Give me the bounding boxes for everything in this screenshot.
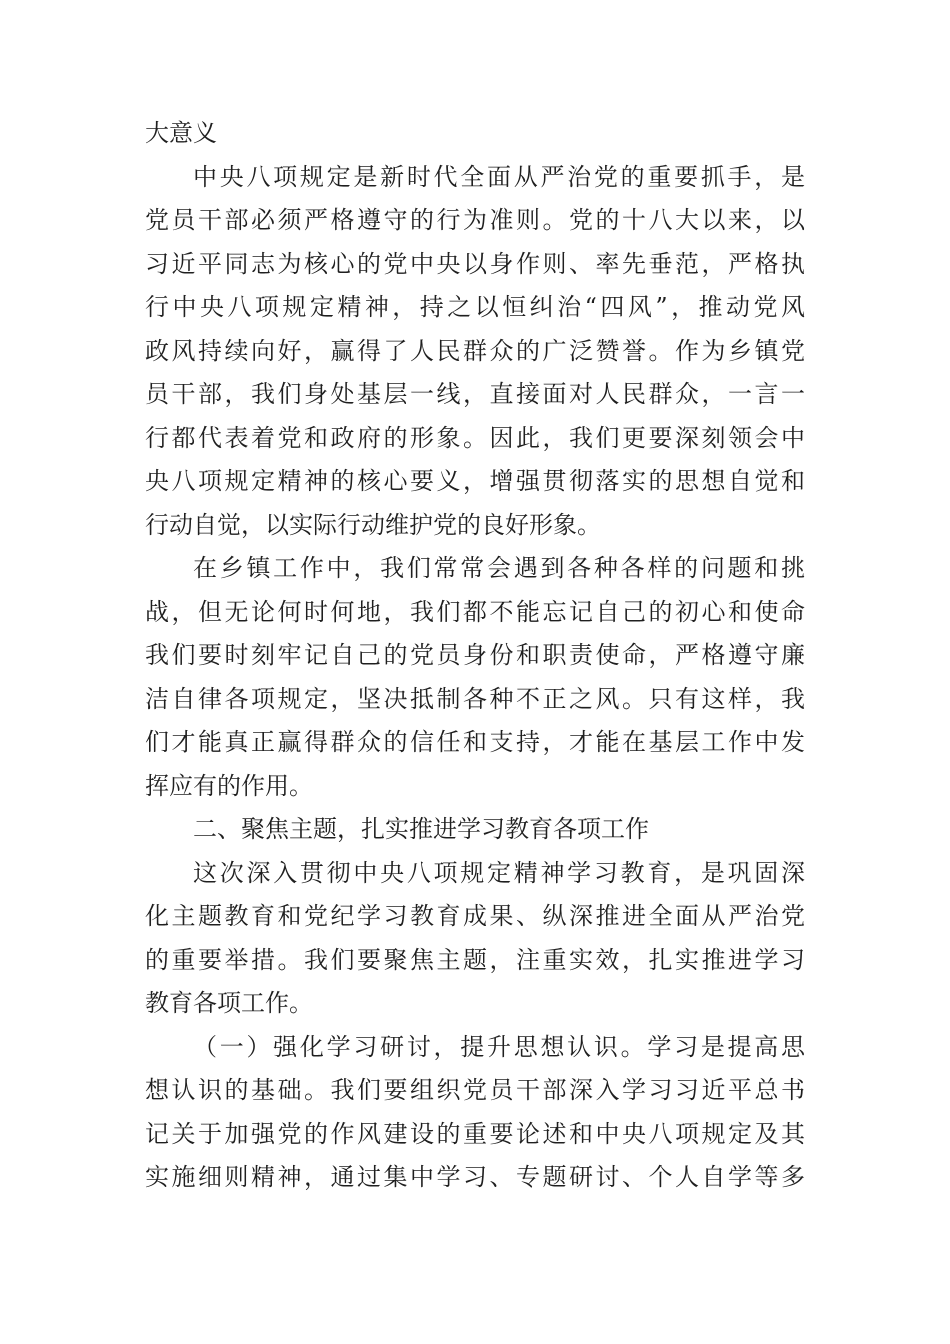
text-line: 战，但无论何时何地，我们都不能忘记自己的初心和使命 xyxy=(145,597,805,626)
paragraph-body-1 xyxy=(145,156,805,548)
section-heading-2 xyxy=(145,808,805,852)
text-line: 习近平同志为核心的党中央以身作则、率先垂范，严格执 xyxy=(145,249,805,278)
text-line: 大意义 xyxy=(145,119,217,147)
text-line: 在乡镇工作中，我们常常会遇到各种各样的问题和挑 xyxy=(193,554,805,582)
text-line: 我们要时刻牢记自己的党员身份和职责使命，严格遵守廉 xyxy=(145,641,805,669)
text-line: 教育各项工作。 xyxy=(145,989,313,1017)
text-line: 这次深入贯彻中央八项规定精神学习教育，是巩固深 xyxy=(193,858,805,887)
text-line: 央八项规定精神的核心要义，增强贯彻落实的思想自觉和 xyxy=(145,467,805,495)
text-line: 政风持续向好，赢得了人民群众的广泛赞誉。作为乡镇党 xyxy=(145,336,805,365)
text-line: 实施细则精神，通过集中学习、专题研讨、个人自学等多 xyxy=(145,1163,805,1191)
text-line: 化主题教育和党纪学习教育成果、纵深推进全面从严治党 xyxy=(145,902,805,930)
text-line: 行动自觉，以实际行动维护党的良好形象。 xyxy=(145,510,601,539)
text-line: 中央八项规定是新时代全面从严治党的重要抓手，是 xyxy=(193,162,805,191)
text-line: 党员干部必须严格遵守的行为准则。党的十八大以来，以 xyxy=(145,206,805,234)
text-line: 挥应有的作用。 xyxy=(145,771,313,800)
document-text-block xyxy=(145,112,805,1200)
heading-line: 二、聚焦主题，扎实推进学习教育各项工作 xyxy=(193,815,649,843)
text-line: 洁自律各项规定，坚决抵制各种不正之风。只有这样，我 xyxy=(145,684,805,713)
text-line: （一）强化学习研讨，提升思想认识。学习是提高思 xyxy=(193,1032,805,1061)
text-line: 行都代表着党和政府的形象。因此，我们更要深刻领会中 xyxy=(145,423,805,452)
text-line: 想认识的基础。我们要组织党员干部深入学习习近平总书 xyxy=(145,1076,805,1104)
text-line: 员干部，我们身处基层一线，直接面对人民群众，一言一 xyxy=(145,380,805,408)
paragraph-body-3 xyxy=(145,852,805,1026)
text-line: 行中央八项规定精神，持之以恒纠治“四风”，推动党风 xyxy=(145,293,805,321)
text-line: 记关于加强党的作风建设的重要论述和中央八项规定及其 xyxy=(145,1119,805,1148)
paragraph-continuation xyxy=(145,112,805,156)
paragraph-body-4 xyxy=(145,1026,805,1200)
text-line: 的重要举措。我们要聚焦主题，注重实效，扎实推进学习 xyxy=(145,945,805,974)
text-line: 们才能真正赢得群众的信任和支持，才能在基层工作中发 xyxy=(145,728,805,756)
paragraph-body-2 xyxy=(145,547,805,808)
